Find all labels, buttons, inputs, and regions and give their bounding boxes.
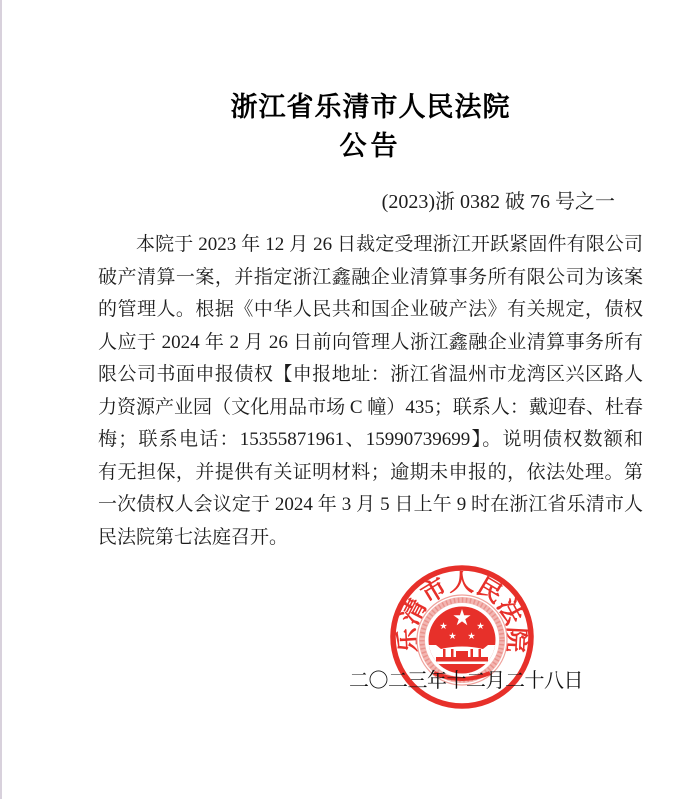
body-line: 本院于 2023 年 12 月 26 日裁定受理浙江开跃紧固件有限公司 <box>136 234 643 255</box>
body-line: 有无担保，并提供有关证明材料；逾期未申报的，依法处理。第 <box>98 461 643 483</box>
body-line: 一次债权人会议定于 2024 年 3 月 5 日上午 9 时在浙江省乐清市人 <box>98 494 643 515</box>
body-line: 人应于 2024 年 2 月 26 日前向管理人浙江鑫融企业清算事务所有 <box>98 331 643 353</box>
seal-ring-text: 乐清市人民法院 <box>395 570 529 654</box>
body-line: 的管理人。根据《中华人民共和国企业破产法》有关规定，债权 <box>98 299 643 320</box>
body-line: 民法院第七法庭召开。 <box>98 526 289 548</box>
case-number: (2023)浙 0382 破 76 号之一 <box>381 191 615 213</box>
notice-type-title: 公告 <box>339 131 402 161</box>
body-line: 梅；联系电话：15355871961、15990739699】。说明债权数额和 <box>98 429 643 450</box>
left-edge-divider <box>0 0 2 799</box>
court-seal <box>376 551 548 723</box>
body-line: 破产清算一案，并指定浙江鑫融企业清算事务所有限公司为该案 <box>98 266 643 288</box>
body-line: 力资源产业园（文化用品市场 C 幢）435；联系人：戴迎春、杜春 <box>98 396 643 418</box>
issue-date: 二〇二三年十二月二十八日 <box>349 670 583 692</box>
body-line: 限公司书面申报债权【申报地址：浙江省温州市龙湾区兴区路人 <box>98 364 643 385</box>
notice-body <box>98 229 643 554</box>
court-name-title: 浙江省乐清市人民法院 <box>230 92 511 122</box>
